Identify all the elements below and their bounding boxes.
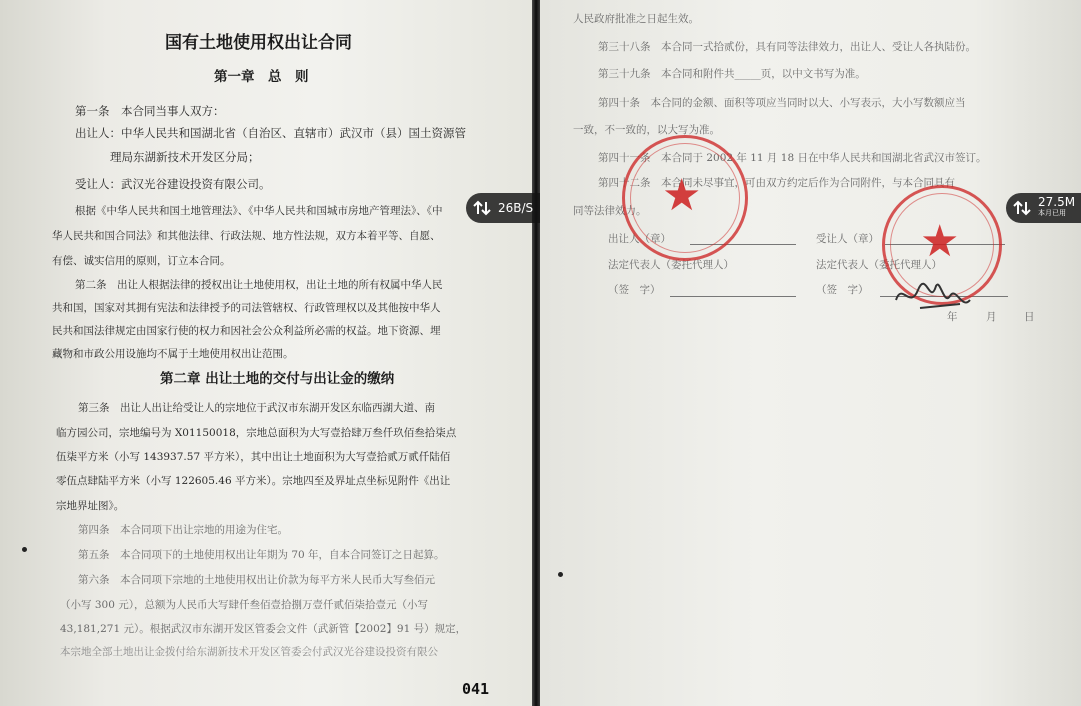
grantee-label: 受让人（章） — [816, 233, 879, 245]
network-usage-badge-right[interactable] — [1006, 193, 1081, 223]
text-line: 43,181,271 元）。根据武汉市东湖开发区管委会文件（武新管【2002】91 号）规定， — [60, 623, 467, 635]
usage-caption: 本月已用 — [1038, 209, 1066, 217]
date-year-label: 年 — [947, 311, 958, 323]
chapter-2-heading: 第二章 出让土地的交付与出让金的缴纳 — [160, 371, 395, 387]
text-line: 第四十条 本合同的金额、面积等项应当同时以大、小写表示，大小写数额应当 — [598, 97, 966, 109]
text-line: 零伍点肆陆平方米（小写 122605.46 平方米）。宗地四至及界址点坐标见附件《出让 — [56, 475, 451, 487]
contract-page-left — [0, 0, 532, 706]
text-line: 第一条 本合同当事人双方： — [75, 104, 225, 118]
sign-label-left: （签 字） — [608, 284, 661, 296]
grantee-rep-label: 法定代表人（委托代理人） — [816, 259, 942, 271]
speed-value: 26B/S — [498, 201, 534, 215]
text-line: 华人民共和国合同法》和其他法律、行政法规、地方性法规，双方本着平等、自愿、 — [52, 230, 441, 242]
text-line: 第五条 本合同项下的土地使用权出让年期为 70 年，自本合同签订之日起算。 — [78, 549, 445, 561]
text-line: 宗地界址图》。 — [56, 500, 125, 512]
text-line: 民共和国法律规定由国家行使的权力和因社会公众利益所必需的权益。地下资源、埋 — [52, 325, 441, 337]
text-line: 第三条 出让人出让给受让人的宗地位于武汉市东湖开发区东临西湖大道、南 — [78, 402, 435, 414]
ink-speck — [558, 572, 563, 577]
text-line: 伍柒平方米（小写 143937.57 平方米），其中出让土地面积为大写壹拾贰万贰仟陆佰 — [56, 451, 451, 463]
handwritten-signature — [890, 270, 980, 320]
page-number: 041 — [462, 680, 490, 698]
text-line: 第二条 出让人根据法律的授权出让土地使用权，出让土地的所有权属中华人民 — [75, 279, 443, 291]
text-line: 一致，不一致的，以大写为准。 — [573, 124, 720, 136]
usage-value: 27.5M — [1038, 195, 1076, 209]
company-seal-right: ★ — [882, 185, 1002, 305]
document-title: 国有土地使用权出让合同 — [165, 33, 352, 53]
text-line: 共和国，国家对其拥有宪法和法律授予的司法管辖权、行政管理权以及其他按中华人 — [52, 302, 441, 314]
text-line: 第四十二条 本合同未尽事宜，可由双方约定后作为合同附件，与本合同具有 — [598, 177, 955, 189]
text-line: 根据《中华人民共和国土地管理法》、《中华人民共和国城市房地产管理法》、《中 — [75, 205, 443, 217]
book-gutter — [532, 0, 540, 706]
text-line: 第四十一条 本合同于 2002 年 11 月 18 日在中华人民共和国湖北省武汉市签订。 — [598, 152, 987, 164]
chapter-1-heading: 第一章 总 则 — [214, 69, 309, 85]
text-line: 第三十八条 本合同一式拾贰份，具有同等法律效力，出让人、受让人各执陆份。 — [598, 41, 976, 53]
text-line: 受让人：武汉光谷建设投资有限公司。 — [75, 177, 271, 191]
text-line: 第三十九条 本合同和附件共_____页，以中文书写为准。 — [598, 68, 866, 80]
text-line: 同等法律效力。 — [573, 205, 647, 217]
date-day-label: 日 — [1024, 311, 1035, 323]
text-line: 理局东湖新技术开发区分局； — [110, 150, 260, 164]
network-speed-badge-left[interactable] — [466, 193, 540, 223]
text-line: 第六条 本合同项下宗地的土地使用权出让价款为每平方米人民币大写叁佰元 — [78, 574, 435, 586]
ink-speck — [22, 547, 27, 552]
text-line: （小写 300 元），总额为人民币大写肆仟叁佰壹拾捌万壹仟贰佰柒拾壹元（小写 — [60, 599, 428, 611]
contract-page-right — [540, 0, 1081, 706]
text-line: 第四条 本合同项下出让宗地的用途为住宅。 — [78, 524, 288, 536]
text-line: 人民政府批准之日起生效。 — [573, 13, 699, 25]
text-line: 临方园公司，宗地编号为 X01150018，宗地总面积为大写壹拾肆万叁仟玖佰叁拾柒点 — [56, 427, 457, 439]
official-seal-left: ★ — [622, 135, 748, 261]
text-line: 本宗地全部土地出让金拨付给东湖新技术开发区管委会付武汉光谷建设投资有限公 — [60, 646, 438, 658]
date-month-label: 月 — [986, 311, 997, 323]
text-line: 出让人：中华人民共和国湖北省（自治区、直辖市）武汉市（县）国土资源管 — [75, 126, 466, 140]
grantor-rep-label: 法定代表人（委托代理人） — [608, 259, 734, 271]
up-down-arrows-icon — [472, 198, 492, 218]
text-line: 有偿、诚实信用的原则，订立本合同。 — [52, 255, 231, 267]
up-down-arrows-icon — [1012, 198, 1032, 218]
sign-label-right: （签 字） — [816, 284, 869, 296]
text-line: 藏物和市政公用设施均不属于土地使用权出让范围。 — [52, 348, 294, 360]
signature-line — [670, 296, 796, 297]
grantor-label: 出让人（章） — [608, 233, 671, 245]
